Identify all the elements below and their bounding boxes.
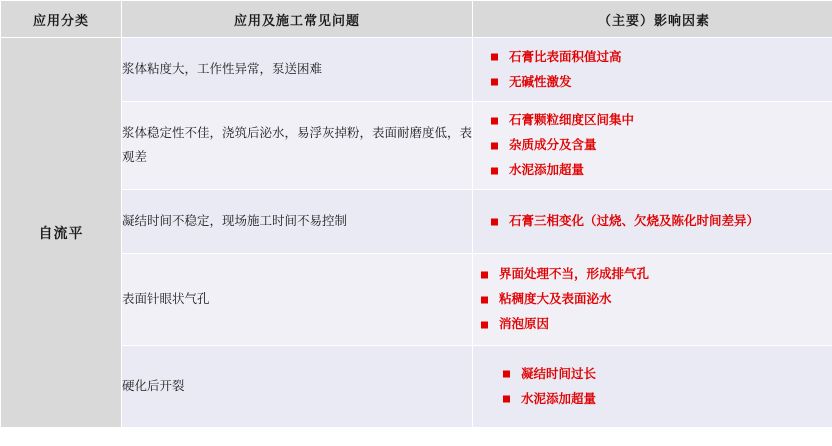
category-cell-self-leveling: 自流平	[1, 38, 122, 428]
problem-cell: 浆体稳定性不佳，浇筑后泌水，易浮灰掉粉，表面耐磨度低，表观差	[122, 102, 473, 190]
problem-cell: 凝结时间不稳定，现场施工时间不易控制	[122, 190, 473, 254]
factors-list	[473, 45, 832, 95]
factor-item	[473, 262, 832, 287]
bullet-square-icon	[491, 54, 498, 61]
bullet-square-icon	[481, 296, 488, 303]
factor-label: 杂质成分及含量	[509, 138, 597, 152]
header-problems: 应用及施工常见问题	[122, 1, 473, 38]
factor-item	[473, 287, 832, 312]
factors-cell	[473, 346, 832, 428]
bullet-square-icon	[491, 218, 498, 225]
factor-label: 石膏三相变化（过烧、欠烧及陈化时间差异）	[509, 214, 760, 228]
factor-item	[473, 45, 832, 70]
factors-list	[473, 262, 832, 337]
bullet-square-icon	[481, 321, 488, 328]
factor-item	[473, 108, 832, 133]
factor-label: 粘稠度大及表面泌水	[499, 292, 612, 306]
factor-item	[473, 387, 832, 412]
table-row	[1, 38, 832, 102]
factors-cell	[473, 38, 832, 102]
bullet-square-icon	[503, 371, 510, 378]
factors-cell	[473, 254, 832, 346]
bullet-square-icon	[491, 167, 498, 174]
header-factors: （主要）影响因素	[473, 1, 832, 38]
table-row	[1, 190, 832, 254]
factor-label: 消泡原因	[499, 317, 550, 331]
problem-cell: 浆体粘度大，工作性异常，泵送困难	[122, 38, 473, 102]
problem-cell: 硬化后开裂	[122, 346, 473, 428]
factor-item	[473, 312, 832, 337]
factor-label: 凝结时间过长	[521, 366, 597, 381]
factor-item	[473, 70, 832, 95]
factors-list	[473, 108, 832, 183]
factors-list	[473, 362, 832, 412]
table-row	[1, 254, 832, 346]
table-row	[1, 102, 832, 190]
factor-label: 界面处理不当，形成排气孔	[499, 267, 650, 281]
bullet-square-icon	[491, 79, 498, 86]
factor-label: 水泥添加超量	[509, 163, 585, 177]
factor-label: 石膏颗粒细度区间集中	[509, 113, 635, 127]
factor-item	[473, 158, 832, 183]
factors-list	[473, 209, 832, 234]
header-row	[1, 1, 832, 38]
factor-item	[473, 133, 832, 158]
factor-label: 石膏比表面积值过高	[509, 49, 622, 64]
factor-item	[473, 209, 832, 234]
bullet-square-icon	[491, 142, 498, 149]
table-header	[1, 1, 832, 38]
table-body	[1, 38, 832, 428]
bullet-square-icon	[481, 271, 488, 278]
factors-cell	[473, 190, 832, 254]
bullet-square-icon	[503, 396, 510, 403]
bullet-square-icon	[491, 117, 498, 124]
factor-label: 水泥添加超量	[521, 391, 597, 406]
factors-cell	[473, 102, 832, 190]
factor-item	[473, 362, 832, 387]
problem-cell: 表面针眼状气孔	[122, 254, 473, 346]
factor-label: 无碱性激发	[509, 74, 572, 89]
table-row	[1, 346, 832, 428]
header-category: 应用分类	[1, 1, 122, 38]
